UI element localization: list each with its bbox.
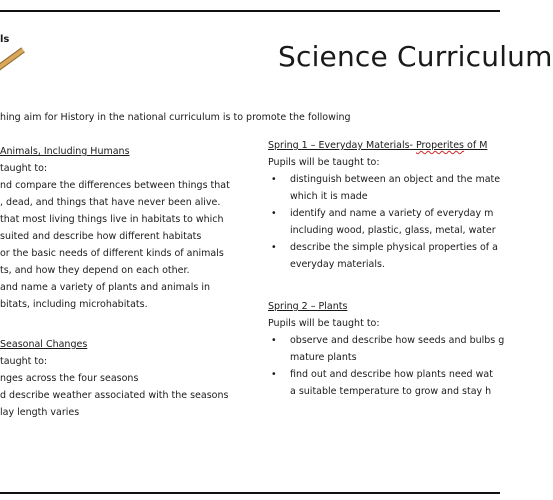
- list-item: [268, 205, 500, 239]
- bullet-line: • find out and describe how plants need wat: [290, 369, 493, 380]
- section-heading: Seasonal Changes: [0, 339, 88, 350]
- text-line: nd compare the differences between things that: [0, 180, 230, 191]
- text-line: lay length varies: [0, 407, 80, 418]
- section-subheading: taught to:: [0, 163, 48, 174]
- text-line: that most living things live in habitats to which: [0, 214, 224, 225]
- heading-prefix: Spring 1 – Everyday Materials-: [268, 140, 416, 151]
- bullet-line: everyday materials.: [290, 259, 385, 270]
- bullet-line: • distinguish between an object and the mate: [290, 174, 501, 185]
- text-line: suited and describe how different habitats: [0, 231, 202, 242]
- text-line: ts, and how they depend on each other.: [0, 265, 190, 276]
- text-line: or the basic needs of different kinds of animals: [0, 248, 224, 259]
- bullet-line: which it is made: [290, 191, 368, 202]
- list-item: [268, 239, 500, 273]
- section-everyday-materials: [268, 137, 500, 273]
- text-line: d describe weather associated with the seasons: [0, 390, 229, 401]
- bullet-line: including wood, plastic, glass, metal, water: [290, 225, 496, 236]
- section-heading: [268, 137, 500, 154]
- section-animals: [0, 143, 230, 313]
- list-item: [268, 332, 504, 366]
- bullet-line: a suitable temperature to grow and stay h: [290, 386, 492, 397]
- section-plants: [268, 298, 504, 400]
- bullet-line: mature plants: [290, 352, 357, 363]
- pencil-icon: [0, 47, 25, 73]
- list-item: [268, 171, 500, 205]
- list-item: [268, 366, 504, 400]
- intro-text: hing aim for History in the national curriculum is to promote the following: [0, 112, 351, 123]
- text-line: bitats, including microhabitats.: [0, 299, 148, 310]
- text-line: , dead, and things that have never been alive.: [0, 197, 221, 208]
- bullet-line: • identify and name a variety of everyday m: [290, 208, 494, 219]
- bullet-line: • describe the simple physical properties of a: [290, 242, 498, 253]
- bullet-line: • observe and describe how seeds and bulbs g: [290, 335, 505, 346]
- text-line: nges across the four seasons: [0, 373, 139, 384]
- text-line: and name a variety of plants and animals in: [0, 282, 210, 293]
- heading-suffix: of M: [464, 140, 488, 151]
- section-subheading: Pupils will be taught to:: [268, 157, 380, 168]
- worksheet: [0, 10, 553, 494]
- section-subheading: Pupils will be taught to:: [268, 318, 380, 329]
- misspelled-word: Properites: [416, 140, 465, 151]
- logo: ls: [0, 34, 10, 45]
- section-heading: Animals, Including Humans: [0, 146, 130, 157]
- section-subheading: taught to:: [0, 356, 48, 367]
- page-title: Science Curriculum: [278, 40, 553, 73]
- section-heading: Spring 2 – Plants: [268, 301, 348, 312]
- section-seasonal-changes: [0, 336, 228, 421]
